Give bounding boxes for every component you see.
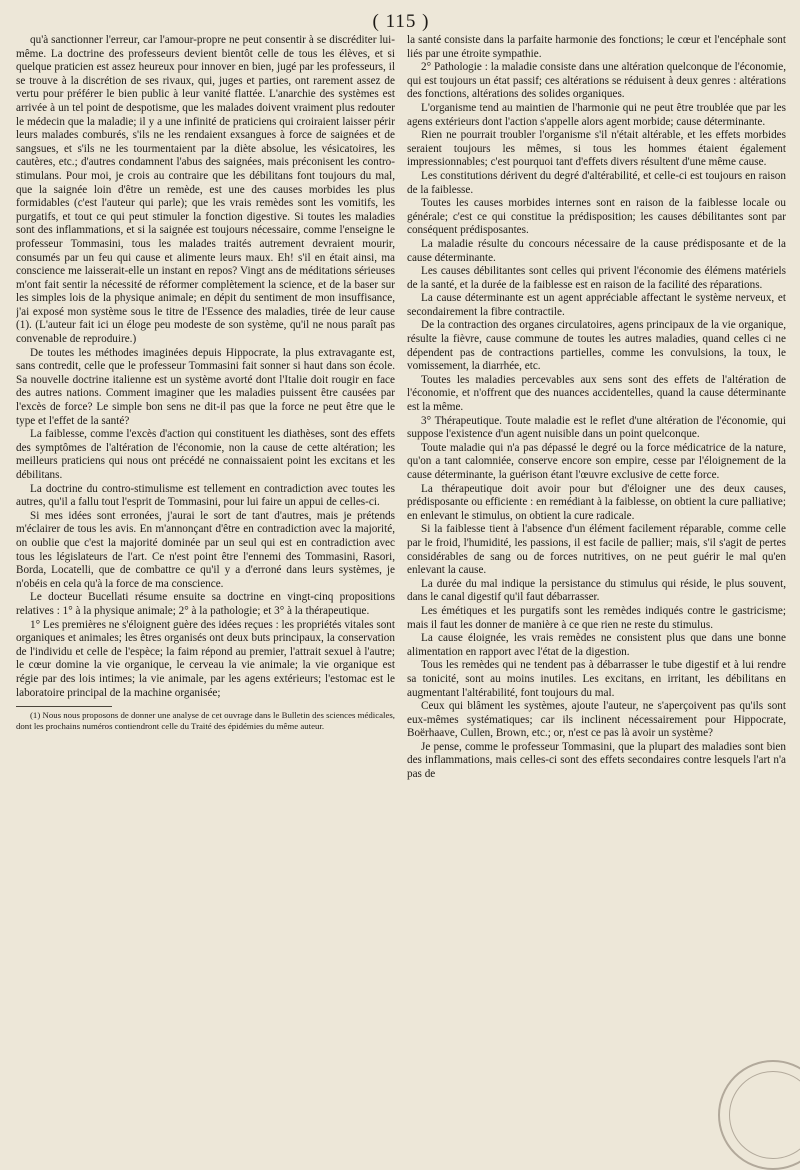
paragraph: Toute maladie qui n'a pas dépassé le degré ou la force médicatrice de la nature, qu'on a tant calomniée, conserve encore son empire, cesse par l'éloignement de la cause déterminante, la guérison étant l'œuvre exclusive de cette force. [407, 441, 786, 481]
paragraph: De la contraction des organes circulatoires, agens principaux de la vie organique, résulte la fièvre, cause commune de toutes les autres maladies, quand celles ci ne dépendent pas de contractions partielles, comme les convulsions, la toux, le vomissement, la diarrhée, etc. [407, 319, 786, 373]
paragraph: L'organisme tend au maintien de l'harmonie qui ne peut être troublée que par les agens extérieurs dont l'action s'appelle alors agent morbide; cause déterminante. [407, 101, 786, 128]
paragraph: Les constitutions dérivent du degré d'altérabilité, et celle-ci est toujours en raison de la faiblesse. [407, 169, 786, 196]
paragraph: qu'à sanctionner l'erreur, car l'amour-propre ne peut consentir à se discréditer lui-même. La doctrine des professeurs devient bientôt celle de tous les élèves, et si quelque praticien est assez heureux pour innover en bien, jugé par les professeurs, il se trouve à la discrétion de ses rivaux, qui, juges et parties, ont rarement assez de vertu pour préférer le bien public à leur vanité flattée. L'anarchie des systèmes est arrivée à un tel point de despotisme, que les malades doivent vraiment plus redouter le médecin que la maladie; il y a une infinité de praticiens qui croiraient laisser périr leurs malades comburés, s'ils ne les rendaient exsangues à force de saignées et de sangsues, et s'ils ne les tourmentaient par la diète absolue, les vésicatoires, les cautères, etc.; d'autres condamnent l'abus des saignées, mais préconisent les contro-stimulans. Pour moi, je crois au contraire que les débilitans font toujours du mal, que la saignée loin d'être un remède, est une des causes morbides les plus formidables (c'est l'auteur qui parle); que les vrais remèdes sont les vomitifs, les purgatifs, et tout ce qui peut stimuler la fonction digestive. Si toutes les maladies sont des inflammations, et si la saignée est toujours nécessaire, comme l'enseigne le professeur Tommasini, tous les malades traités autrement devraient mourir, consumés par un feu qui cause et alimente leurs maux. Eh! s'il en était ainsi, ma conscience me laisserait-elle un instant en repos? Vingt ans de méditations sérieuses m'ont fait sentir la nécessité de réformer complètement la science, et de la baser sur les simples lois de la physique animale; en dépit du sentiment de mon insuffisance, j'ai exposé mon système sous le titre de l'Essence des maladies, tirée de leur cause (1). (L'auteur fait ici un éloge peu modeste de son système, qu'il ne nous paraît pas convenable de reproduire.) [16, 34, 395, 346]
paragraph: Si la faiblesse tient à l'absence d'un élément facilement réparable, comme celle par le froid, l'humidité, les passions, il est facile de pallier; mais, s'il s'agit de pertes considérables de sang ou de forces nutritives, on ne peut guérir le mal qu'en enlevant la cause. [407, 523, 786, 577]
right-column [407, 34, 786, 1129]
footnote: (1) Nous nous proposons de donner une analyse de cet ouvrage dans le Bulletin des sciences médicales, dont les prochains numéros contiendront celle du Traité des épidémies du même auteur. [16, 710, 395, 731]
paragraph: La doctrine du contro-stimulisme est tellement en contradiction avec toutes les autres, qu'il a fallu tout l'esprit de Tommasini, pour lui faire un appui de celles-ci. [16, 482, 395, 509]
page-number: ( 115 ) [372, 11, 430, 32]
paragraph: Le docteur Bucellati résume ensuite sa doctrine en vingt-cinq propositions relatives : 1° à la physique animale; 2° à la pathologie; et 3° à la thérapeutique. [16, 591, 395, 617]
paragraph: De toutes les méthodes imaginées depuis Hippocrate, la plus extravagante est, sans contredit, celle que le professeur Tommasini fait sonner si haut dans son école. Sa nouvelle doctrine italienne est un système avorté dont l'Italie doit rougir en face des autres nations. Comment imaginer que les maladies puissent être causées par l'excès de force? Le simple bon sens ne dit-il pas que la force ne peut être que le type et l'effet de la santé? [16, 346, 395, 427]
footnote-rule [16, 706, 112, 707]
paragraph: Les causes débilitantes sont celles qui privent l'économie des élémens matériels de la santé, et la durée de la faiblesse est en raison de la facilité des réparations. [407, 265, 786, 291]
paragraph: Rien ne pourrait troubler l'organisme s'il n'était altérable, et les effets morbides seraient toujours les mêmes, si tous les hommes étaient également impressionnables; c'est pourquoi tant d'effets divers résultent d'une même cause. [407, 129, 786, 169]
paragraph: Les émétiques et les purgatifs sont les remèdes indiqués contre le gastricisme; mais il faut les donner de manière à ce que rien ne reste du stimulus. [407, 604, 786, 631]
paragraph: La faiblesse, comme l'excès d'action qui constituent les diathèses, sont des effets des symptômes de l'altération de l'économie, non la cause de cette altération; les meilleurs praticiens qui nous ont précédé ne connaissaient point les excitans et les débilitans. [16, 428, 395, 481]
paragraph: La cause déterminante est un agent appréciable affectant le système nerveux, et secondairement la fibre contractile. [407, 292, 786, 318]
paragraph: Tous les remèdes qui ne tendent pas à débarrasser le tube digestif et à lui rendre sa tonicité, sont au moins inutiles. Les excitans, en irritant, les débilitans en augmentant l'altérabilité, font toujours du mal. [407, 659, 786, 699]
paragraph: 3° Thérapeutique. Toute maladie est le reflet d'une altération de l'économie, qui suppose l'existence d'un agent nuisible dans un point quelconque. [407, 414, 786, 441]
text-columns [16, 34, 786, 1129]
paragraph: Ceux qui blâment les systèmes, ajoute l'auteur, ne s'aperçoivent pas qu'ils sont eux-mêmes systématiques; car ils inclinent nécessairement pour Hippocrate, Boërhaave, Cullen, Brown, etc.; or, n'est ce pas là avoir un système? [407, 700, 786, 740]
paragraph: Toutes les maladies percevables aux sens sont des effets de l'altération de l'économie, et n'offrent que des nuances accidentelles, quand la cause déterminante est la même. [407, 373, 786, 414]
paragraph: Je pense, comme le professeur Tommasini, que la plupart des maladies sont bien des inflammations, mais celles-ci sont des effets secondaires contre lesquels l'art n'a pas de [407, 740, 786, 781]
paragraph: Toutes les causes morbides internes sont en raison de la faiblesse locale ou générale; c'est ce qui constitue la prédisposition; les causes débilitantes sont par conséquent prédisposantes. [407, 197, 786, 237]
paragraph: 2° Pathologie : la maladie consiste dans une altération quelconque de l'économie, qui est toujours un état passif; ces altérations se réduisent à deux genres : altérations des fonctions, altérations des solides organiques. [407, 61, 786, 101]
paragraph: La thérapeutique doit avoir pour but d'éloigner une des deux causes, prédisposante ou efficiente : en remédiant à la faiblesse, on obtient la cure palliative; en enlevant le stimulus, on obtient la cure radicale. [407, 482, 786, 522]
paragraph: La durée du mal indique la persistance du stimulus qui réside, le plus souvent, dans le canal digestif qu'il faut débarrasser. [407, 577, 786, 604]
paragraph: la santé consiste dans la parfaite harmonie des fonctions; le cœur et l'encéphale sont liés par une étroite sympathie. [407, 34, 786, 60]
paragraph: La maladie résulte du concours nécessaire de la cause prédisposante et de la cause déterminante. [407, 237, 786, 264]
paragraph: La cause éloignée, les vrais remèdes ne consistent plus que dans une bonne alimentation en rapport avec l'état de la digestion. [407, 632, 786, 658]
paragraph: 1° Les premières ne s'éloignent guère des idées reçues : les propriétés vitales sont organiques et animales; les êtres organisés ont deux buts principaux, la conservation de l'individu et celle de l'espèce; la faim répond au premier, l'attrait sexuel à l'autre; le cœur domine la vie organique, le cerveau la vie animale; la vie organique est régie par des lois intimes; la vie animale, par les agens extérieurs; l'estomac est le laboratoire principal de la machine organisée; [16, 618, 395, 699]
paragraph: Si mes idées sont erronées, j'aurai le sort de tant d'autres, mais je prétends m'éclairer de tous les avis. En m'annonçant d'être en contradiction avec la majorité, on oublie que c'est la majorité dominée par un seul qui est en contradiction avec tous les législateurs de l'art. Ce n'est point être l'ennemi des Tommasini, Rasori, Borda, Locatelli, que de combattre ce qu'il y a d'erroné dans leurs systèmes, je n'obéis en cela qu'à la force de ma conscience. [16, 509, 395, 590]
left-column [16, 34, 395, 1129]
